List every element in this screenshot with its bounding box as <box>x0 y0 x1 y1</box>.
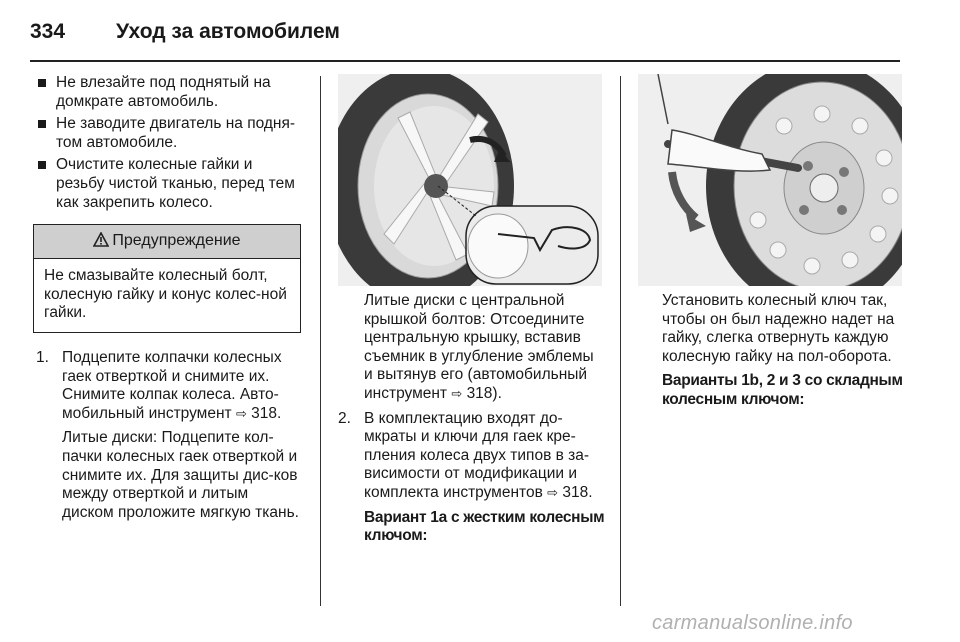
page-reference[interactable]: 318. <box>251 404 282 422</box>
step-number: 2. <box>338 409 351 427</box>
page-number: 334 <box>30 20 66 43</box>
figure-caption: Установить колесный ключ так, чтобы он был надежно надет на гайку, слегка отвернуть каждую колесную гайку на пол-оборота. <box>662 292 895 365</box>
step-2 <box>338 410 606 546</box>
column-divider-1 <box>320 76 321 606</box>
variant-heading: Вариант 1a с жестким колесным ключом: <box>364 508 605 545</box>
step-1 <box>36 349 304 522</box>
page-title: Уход за автомобилем <box>116 20 340 43</box>
watermark: carmanualsonline.info <box>652 612 853 634</box>
bullet-item <box>36 74 304 111</box>
header-rule <box>30 60 900 62</box>
variant-heading: Варианты 1b, 2 и 3 со складным колесным ключом: <box>662 372 903 408</box>
warning-title: Предупреждение <box>112 232 241 250</box>
square-bullet-icon <box>38 79 46 87</box>
bullet-text: Не влезайте под поднятый на домкрате автомобиль. <box>56 74 271 110</box>
warning-header <box>34 225 300 259</box>
page-reference-icon: ⇨ <box>451 385 463 401</box>
alloy-wheel-illustration <box>338 74 602 286</box>
page-reference-icon: ⇨ <box>547 484 559 500</box>
bullet-text: Не заводите двигатель на подня-том автомобиле. <box>56 115 296 151</box>
caption-text: Литые диски с центральной крышкой болтов: Отсоедините центральную крышку, вставив съемник в углубление эмблемы и вытянув его (автомобильный инструмент <box>364 292 594 402</box>
page-reference[interactable]: 318). <box>466 384 502 402</box>
page-header <box>30 18 930 58</box>
square-bullet-icon <box>38 161 46 169</box>
column-3 <box>638 74 910 410</box>
warning-text: Не смазывайте колесный болт, колесную гайку и конус колес-ной гайки. <box>44 267 287 322</box>
step-text: Подцепите колпачки колесных гаек отверткой и снимите их. Снимите колпак колеса. Авто-мобильный инструмент <box>62 348 282 422</box>
column-1 <box>36 74 304 522</box>
wheel-wrench-illustration <box>638 74 902 286</box>
page-reference-icon: ⇨ <box>235 405 247 421</box>
column-2 <box>338 74 606 546</box>
bullet-text: Очистите колесные гайки и резьбу чистой тканью, перед тем как закрепить колесо. <box>56 156 295 211</box>
step-number: 1. <box>36 348 49 366</box>
step-text: В комплектацию входят до-мкраты и ключи для гаек кре-пления колеса двух типов в за-висимости от модификации и комплекта инструментов <box>364 409 590 501</box>
page-reference[interactable]: 318. <box>562 483 593 501</box>
bullet-item <box>36 115 304 152</box>
square-bullet-icon <box>38 120 46 128</box>
step-text-alloy: Литые диски: Подцепите кол-пачки колесных гаек отверткой и снимите их. Для защиты дис-ков между отверткой и литым диском проложите мягкую ткань. <box>62 429 299 521</box>
warning-box <box>33 224 301 333</box>
warning-triangle-icon <box>93 232 109 252</box>
column-divider-2 <box>620 76 621 606</box>
bullet-item <box>36 156 304 212</box>
figure-caption <box>338 292 606 404</box>
